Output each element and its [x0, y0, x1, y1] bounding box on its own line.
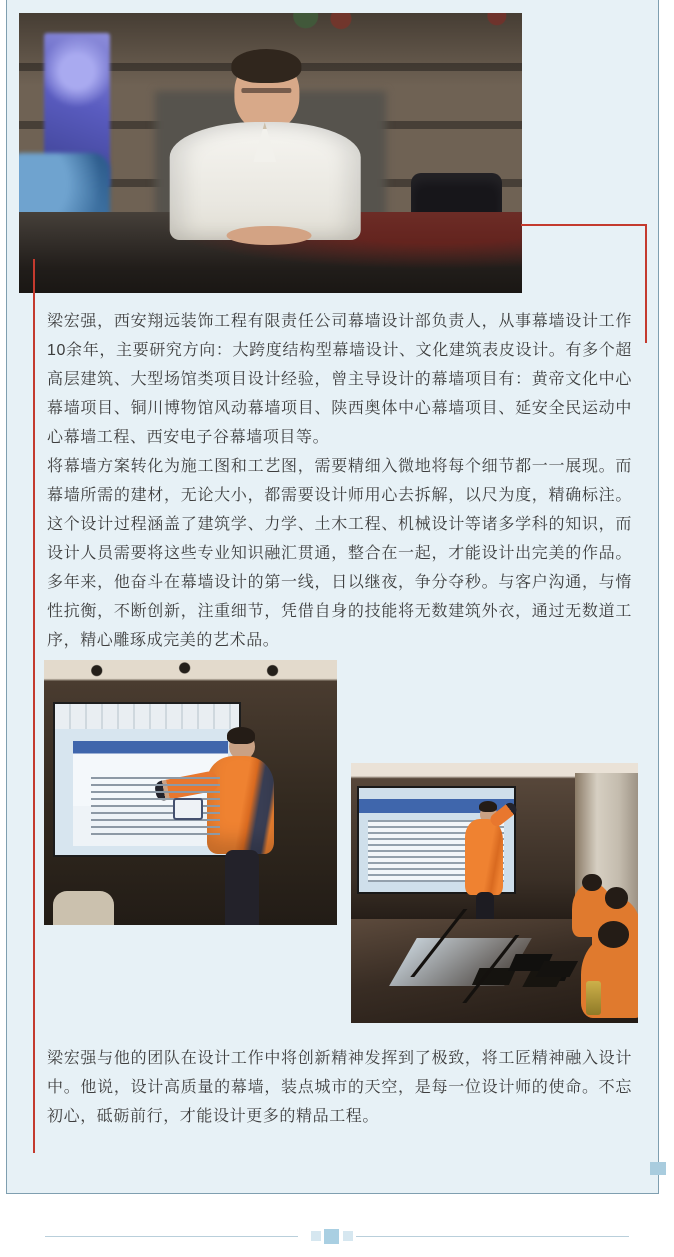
photo-person-hands: [226, 226, 312, 246]
red-accent-bracket-vertical: [645, 224, 647, 343]
presentation-photo-left[interactable]: [44, 660, 337, 925]
footer-divider-left: [45, 1236, 298, 1237]
footer-square-right: [343, 1231, 353, 1241]
footer-square-left: [311, 1231, 321, 1241]
photo-meeting-chair: [53, 891, 115, 925]
photo-screen-stamp: [173, 798, 203, 821]
blue-corner-square: [650, 1162, 666, 1175]
red-accent-bracket-horizontal: [521, 224, 647, 226]
photo-presenter-legs: [225, 850, 260, 925]
photo-presenter-2-jacket: [465, 819, 503, 895]
photo-person-shirt: [169, 122, 360, 240]
footer-divider-right: [356, 1236, 629, 1237]
paragraph-bio: 梁宏强，西安翔远装饰工程有限责任公司幕墙设计部负责人，从事幕墙设计工作10余年，主要研究方向：大跨度结构型幕墙设计、文化建筑表皮设计。有多个超高层建筑、大型场馆类项目设计经验，曾主导设计的幕墙项目有：黄帝文化中心幕墙项目、铜川博物馆风动幕墙项目、陕西奥体中心幕墙项目、延安全民运动中心幕墙工程、西安电子谷幕墙项目等。: [47, 313, 632, 446]
photo-person-head: [234, 58, 299, 131]
portrait-photo[interactable]: [19, 13, 522, 293]
footer-square-center: [324, 1229, 339, 1244]
photo-bottle: [586, 981, 600, 1015]
photo-presenter: [196, 747, 304, 925]
paragraph-closing: 梁宏强与他的团队在设计工作中将创新精神发挥到了极致，将工匠精神融入设计中。他说，设计高质量的幕墙，装点城市的天空，是每一位设计师的使命。不忘初心，砥砺前行，才能设计更多的精品工程。: [47, 1050, 632, 1125]
article-text-top: [47, 307, 632, 655]
article-text-bottom: [47, 1044, 632, 1131]
red-accent-line-left: [33, 259, 35, 1153]
presentation-photo-right[interactable]: [351, 763, 638, 1023]
paragraph-work: 将幕墙方案转化为施工图和工艺图，需要精细入微地将每个细节都一一展现。而幕墙所需的建材，无论大小，都需要设计师用心去拆解，以尺为度，精确标注。这个设计过程涵盖了建筑学、力学、土木工程、机械设计等诸多学科的知识，而设计人员需要将这些专业知识融汇贯通，整合在一起，才能设计出完美的作品。多年来，他奋斗在幕墙设计的第一线，日以继夜，争分夺秒。与客户沟通，与惰性抗衡，不断创新，注重细节，凭借自身的技能将无数建筑外衣，通过无数道工序，精心雕琢成完美的艺术品。: [47, 458, 632, 649]
